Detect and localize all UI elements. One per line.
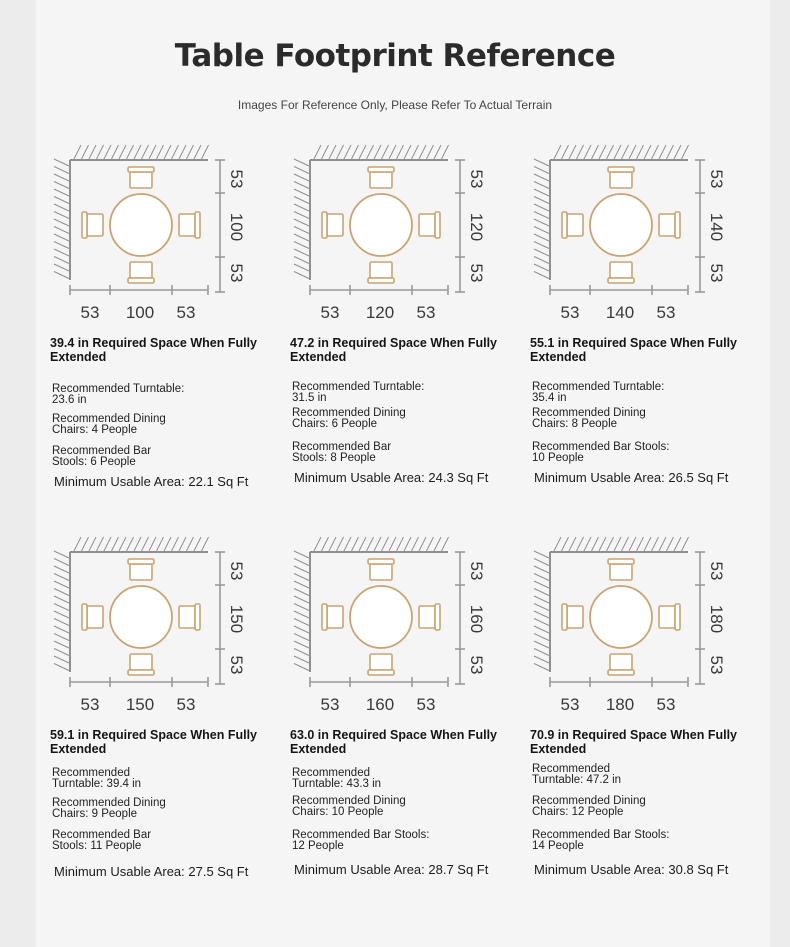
chair-icon [368, 262, 394, 283]
table-layout [322, 559, 440, 675]
chair-icon [608, 262, 634, 283]
footprint-card [48, 532, 298, 892]
minimum-area-label: Minimum Usable Area: 27.5 Sq Ft [54, 864, 249, 879]
turntable-spec [52, 384, 252, 406]
round-table-icon [590, 586, 652, 648]
turntable-spec-line: Recommended [292, 767, 370, 779]
dimension-label: 180 [605, 695, 635, 714]
dimension-label: 53 [320, 695, 340, 714]
footprint-card [48, 140, 298, 500]
dimension-label: 53 [707, 169, 726, 189]
chair-icon [368, 654, 394, 675]
bar-stools-spec-line: Stools: 6 People [52, 456, 136, 468]
minimum-area-label: Minimum Usable Area: 22.1 Sq Ft [54, 474, 249, 489]
table-layout [562, 167, 680, 283]
chair-icon [128, 262, 154, 283]
turntable-spec-line: Recommended [532, 763, 610, 775]
bar-stools-spec-line: 12 People [292, 840, 344, 852]
dimension-label: 140 [707, 212, 726, 242]
chair-icon [179, 212, 200, 238]
round-table-icon [590, 194, 652, 256]
footprint-diagram [288, 140, 538, 330]
dining-chairs-spec-line: Recommended Dining [532, 407, 646, 419]
bar-stools-spec-line: Recommended Bar [52, 829, 152, 841]
dimension-label: 53 [416, 303, 436, 322]
bar-stools-spec-line: Recommended Bar Stools: [292, 829, 430, 841]
dimension-label: 53 [467, 263, 486, 283]
bar-stools-spec [532, 830, 732, 852]
dimension-label: 53 [227, 263, 246, 283]
dimension-label: 53 [656, 303, 676, 322]
round-table-icon [350, 586, 412, 648]
dimension-label: 53 [707, 263, 726, 283]
chair-icon [659, 604, 680, 630]
footprint-card [288, 140, 538, 500]
turntable-spec [532, 382, 732, 404]
dining-chairs-spec-line: Chairs: 12 People [532, 806, 624, 818]
chair-icon [128, 559, 154, 580]
bar-stools-spec-line: 10 People [532, 452, 584, 464]
chair-icon [562, 212, 583, 238]
table-layout [562, 559, 680, 675]
chair-icon [179, 604, 200, 630]
minimum-area-label: Minimum Usable Area: 30.8 Sq Ft [534, 862, 729, 877]
chair-icon [128, 654, 154, 675]
bar-stools-spec-line: Recommended Bar [52, 445, 152, 457]
round-table-icon [110, 586, 172, 648]
dining-chairs-spec-line: Recommended Dining [52, 413, 166, 425]
turntable-spec [292, 382, 492, 404]
dimension-label: 53 [176, 303, 196, 322]
dimension-label: 100 [227, 212, 246, 242]
dimension-label: 53 [176, 695, 196, 714]
chair-icon [608, 654, 634, 675]
dimension-label: 53 [560, 303, 580, 322]
footprint-card [288, 532, 538, 892]
chair-icon [322, 212, 343, 238]
footprint-diagram [48, 532, 298, 722]
chair-icon [419, 604, 440, 630]
chair-icon [322, 604, 343, 630]
dining-chairs-spec [532, 796, 732, 818]
bar-stools-spec-line: 14 People [532, 840, 584, 852]
dimension-label: 160 [365, 695, 395, 714]
dining-chairs-spec-line: Recommended Dining [532, 795, 646, 807]
dimension-label: 160 [467, 604, 486, 634]
dimension-label: 53 [320, 303, 340, 322]
dimension-label: 53 [80, 695, 100, 714]
chair-icon [128, 167, 154, 188]
dimension-label: 53 [467, 655, 486, 675]
dining-chairs-spec-line: Recommended Dining [52, 797, 166, 809]
chair-icon [82, 604, 103, 630]
round-table-icon [110, 194, 172, 256]
minimum-area-label: Minimum Usable Area: 26.5 Sq Ft [534, 470, 729, 485]
chair-icon [608, 559, 634, 580]
dining-chairs-spec-line: Chairs: 6 People [292, 418, 378, 430]
turntable-spec-line: Turntable: 43.3 in [292, 778, 382, 790]
turntable-spec [52, 768, 252, 790]
turntable-spec-line: 31.5 in [292, 392, 327, 404]
bar-stools-spec-line: Stools: 11 People [52, 840, 142, 852]
minimum-area-label: Minimum Usable Area: 28.7 Sq Ft [294, 862, 489, 877]
turntable-spec-line: Turntable: 47.2 in [532, 774, 622, 786]
dimension-label: 180 [707, 604, 726, 634]
dining-chairs-spec-line: Recommended Dining [292, 795, 406, 807]
required-space-label: 70.9 in Required Space When Fully Extended [530, 728, 737, 756]
table-layout [82, 559, 200, 675]
bar-stools-spec [52, 830, 252, 852]
dining-chairs-spec [52, 798, 252, 820]
dining-chairs-spec-line: Recommended Dining [292, 407, 406, 419]
dimension-label: 53 [416, 695, 436, 714]
chair-icon [368, 167, 394, 188]
chair-icon [659, 212, 680, 238]
footprint-diagram [528, 140, 778, 330]
required-space-label: 47.2 in Required Space When Fully Extended [290, 336, 497, 364]
bar-stools-spec-line: Recommended Bar Stools: [532, 829, 670, 841]
table-layout [322, 167, 440, 283]
chair-icon [82, 212, 103, 238]
turntable-spec-line: Turntable: 39.4 in [52, 778, 142, 790]
turntable-spec-line: Recommended Turntable: [532, 381, 665, 393]
bar-stools-spec-line: Recommended Bar [292, 441, 392, 453]
dining-chairs-spec-line: Chairs: 4 People [52, 424, 138, 436]
footprint-card [528, 532, 778, 892]
turntable-spec-line: 23.6 in [52, 394, 87, 406]
dimension-label: 53 [467, 169, 486, 189]
required-space-label: 63.0 in Required Space When Fully Extended [290, 728, 497, 756]
bar-stools-spec-line: Stools: 8 People [292, 452, 376, 464]
dimension-label: 53 [560, 695, 580, 714]
bar-stools-spec-line: Recommended Bar Stools: [532, 441, 670, 453]
bar-stools-spec [52, 446, 252, 468]
turntable-spec-line: 35.4 in [532, 392, 567, 404]
dining-chairs-spec-line: Chairs: 9 People [52, 808, 138, 820]
bar-stools-spec [532, 442, 732, 464]
dining-chairs-spec [532, 408, 732, 430]
required-space-label: 39.4 in Required Space When Fully Extended [50, 336, 257, 364]
dimension-label: 53 [707, 655, 726, 675]
dimension-label: 53 [227, 561, 246, 581]
bar-stools-spec [292, 442, 492, 464]
dimension-label: 53 [707, 561, 726, 581]
page-subtitle: Images For Reference Only, Please Refer To Actual Terrain [237, 98, 553, 112]
footprint-diagram [288, 532, 538, 722]
dimension-label: 150 [227, 604, 246, 634]
dining-chairs-spec [52, 414, 252, 436]
turntable-spec [292, 768, 492, 790]
turntable-spec [532, 764, 732, 786]
footprint-diagram [528, 532, 778, 722]
dimension-label: 53 [467, 561, 486, 581]
bar-stools-spec [292, 830, 492, 852]
dimension-label: 53 [227, 655, 246, 675]
turntable-spec-line: Recommended [52, 767, 130, 779]
dimension-label: 120 [365, 303, 395, 322]
round-table-icon [350, 194, 412, 256]
dimension-label: 100 [125, 303, 155, 322]
dimension-label: 140 [605, 303, 635, 322]
dimension-label: 53 [656, 695, 676, 714]
table-layout [82, 167, 200, 283]
minimum-area-label: Minimum Usable Area: 24.3 Sq Ft [294, 470, 489, 485]
footprint-diagram [48, 140, 298, 330]
dimension-label: 120 [467, 212, 486, 242]
dining-chairs-spec-line: Chairs: 8 People [532, 418, 618, 430]
page-title: Table Footprint Reference [174, 38, 616, 74]
dimension-label: 150 [125, 695, 155, 714]
footprint-card [528, 140, 778, 500]
dimension-label: 53 [227, 169, 246, 189]
chair-icon [368, 559, 394, 580]
dining-chairs-spec [292, 408, 492, 430]
chair-icon [562, 604, 583, 630]
required-space-label: 59.1 in Required Space When Fully Extended [50, 728, 257, 756]
turntable-spec-line: Recommended Turntable: [52, 383, 185, 395]
chair-icon [608, 167, 634, 188]
dimension-label: 53 [80, 303, 100, 322]
chair-icon [419, 212, 440, 238]
required-space-label: 55.1 in Required Space When Fully Extended [530, 336, 737, 364]
turntable-spec-line: Recommended Turntable: [292, 381, 425, 393]
dining-chairs-spec [292, 796, 492, 818]
dining-chairs-spec-line: Chairs: 10 People [292, 806, 384, 818]
